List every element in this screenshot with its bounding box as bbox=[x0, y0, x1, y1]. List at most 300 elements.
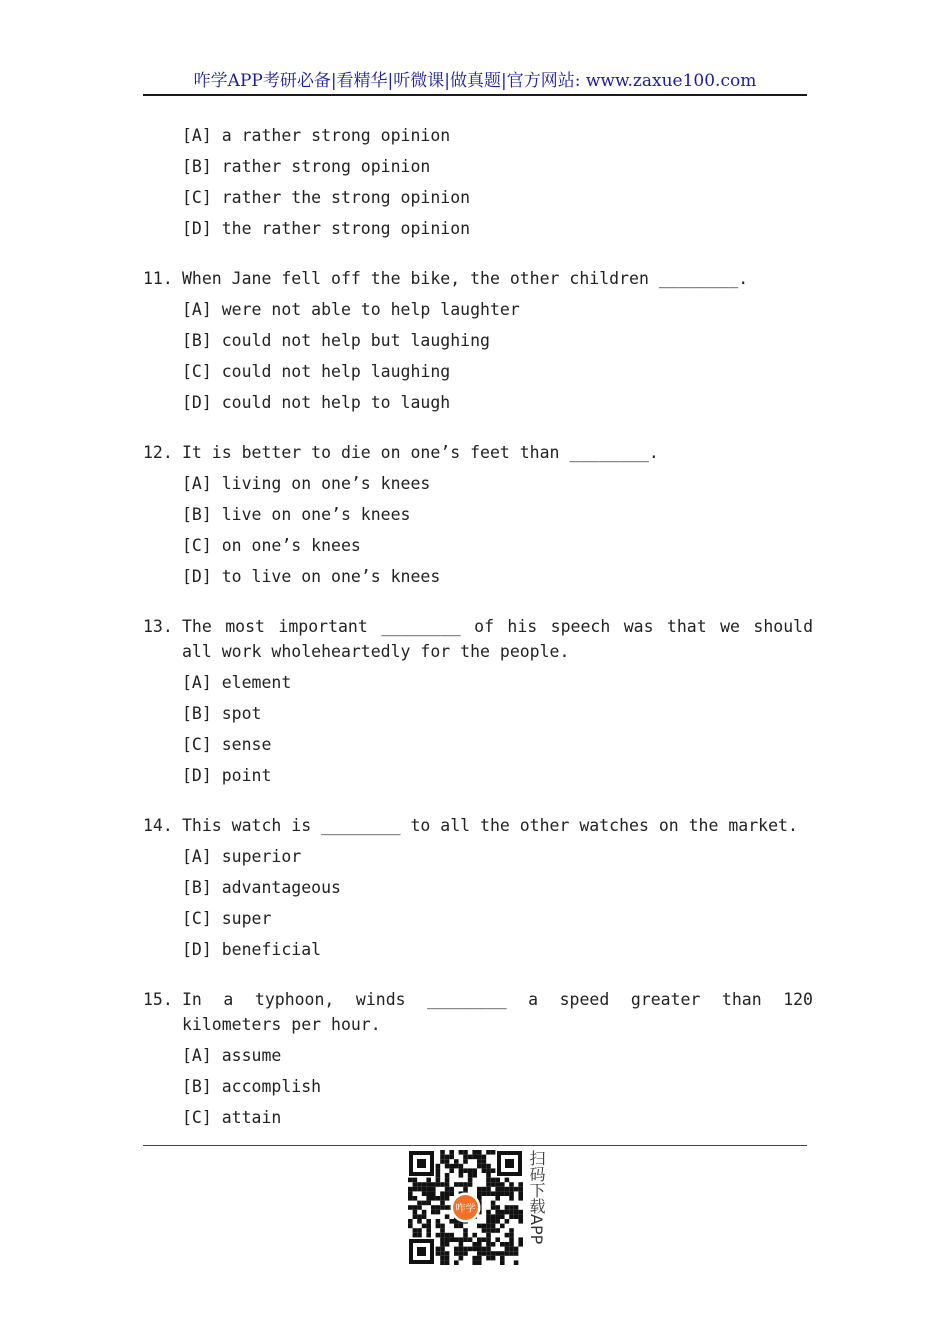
qr-module bbox=[472, 1260, 477, 1265]
qr-module bbox=[440, 1251, 445, 1256]
qr-module bbox=[468, 1247, 473, 1252]
qr-module bbox=[431, 1182, 436, 1187]
qr-module bbox=[408, 1187, 413, 1192]
qr-module bbox=[472, 1173, 477, 1178]
qr-module bbox=[518, 1182, 523, 1187]
qr-module bbox=[486, 1150, 491, 1155]
qr-module bbox=[436, 1210, 441, 1215]
qr-module bbox=[491, 1219, 496, 1224]
qr-module bbox=[509, 1214, 514, 1219]
qr-module bbox=[422, 1201, 427, 1206]
qr-module bbox=[468, 1155, 473, 1160]
qr-module bbox=[445, 1237, 450, 1242]
qr-module bbox=[445, 1233, 450, 1238]
qr-module bbox=[482, 1237, 487, 1242]
qr-module bbox=[491, 1168, 496, 1173]
qr-module bbox=[445, 1159, 450, 1164]
qr-module bbox=[408, 1219, 413, 1224]
qr-module bbox=[477, 1164, 482, 1169]
qr-module bbox=[482, 1247, 487, 1252]
qr-module bbox=[518, 1242, 523, 1247]
qr-module bbox=[486, 1242, 491, 1247]
qr-module bbox=[509, 1228, 514, 1233]
option-10-a: [A] a rather strong opinion bbox=[182, 126, 451, 145]
qr-module bbox=[422, 1187, 427, 1192]
qr-module bbox=[459, 1164, 464, 1169]
qr-module bbox=[491, 1256, 496, 1261]
qr-module bbox=[491, 1251, 496, 1256]
qr-module bbox=[422, 1224, 427, 1229]
qr-module bbox=[408, 1191, 413, 1196]
qr-module bbox=[509, 1191, 514, 1196]
qr-module bbox=[417, 1214, 422, 1219]
qr-module bbox=[422, 1210, 427, 1215]
qr-module bbox=[408, 1224, 413, 1229]
qr-module bbox=[436, 1196, 441, 1201]
qr-module bbox=[518, 1196, 523, 1201]
qr-module bbox=[431, 1205, 436, 1210]
qr-module bbox=[505, 1251, 510, 1256]
qr-module bbox=[417, 1205, 422, 1210]
option-12-a: [A] living on one’s knees bbox=[182, 474, 431, 493]
qr-module bbox=[449, 1233, 454, 1238]
qr-module bbox=[505, 1242, 510, 1247]
qr-module bbox=[486, 1233, 491, 1238]
question-number: 13. bbox=[143, 617, 173, 636]
option-12-b: [B] live on one’s knees bbox=[182, 505, 411, 524]
question-stem: In a typhoon, winds ________ a speed greater than 120 kilometers per hour. bbox=[182, 990, 813, 1034]
qr-module bbox=[463, 1247, 468, 1252]
qr-module bbox=[518, 1214, 523, 1219]
qr-module bbox=[509, 1182, 514, 1187]
qr-module bbox=[440, 1155, 445, 1160]
qr-module bbox=[472, 1242, 477, 1247]
option-13-c: [C] sense bbox=[182, 735, 272, 754]
qr-module bbox=[482, 1187, 487, 1192]
qr-module bbox=[472, 1155, 477, 1160]
option-10-d: [D] the rather strong opinion bbox=[182, 219, 471, 238]
qr-module bbox=[486, 1210, 491, 1215]
qr-module bbox=[445, 1155, 450, 1160]
qr-module bbox=[482, 1228, 487, 1233]
question-stem: The most important ________ of his speech was that we should all work wholeheartedly for the people. bbox=[182, 617, 813, 661]
qr-module bbox=[477, 1251, 482, 1256]
question-number: 14. bbox=[143, 816, 173, 835]
page-header bbox=[143, 68, 807, 96]
qr-module bbox=[417, 1187, 422, 1192]
qr-module bbox=[500, 1224, 505, 1229]
qr-module bbox=[505, 1205, 510, 1210]
qr-module bbox=[463, 1159, 468, 1164]
qr-module bbox=[440, 1150, 445, 1155]
app-logo-text: 咋学 bbox=[455, 1203, 476, 1215]
qr-module bbox=[436, 1247, 441, 1252]
qr-module bbox=[413, 1196, 418, 1201]
qr-module bbox=[509, 1196, 514, 1201]
qr-module bbox=[426, 1182, 431, 1187]
qr-module bbox=[459, 1256, 464, 1261]
qr-module bbox=[436, 1233, 441, 1238]
qr-module bbox=[491, 1242, 496, 1247]
qr-module bbox=[436, 1219, 441, 1224]
footer-divider bbox=[143, 1145, 807, 1146]
qr-module bbox=[440, 1182, 445, 1187]
question-stem: It is better to die on one’s feet than ________. bbox=[182, 443, 659, 462]
qr-module bbox=[436, 1182, 441, 1187]
qr-module bbox=[440, 1201, 445, 1206]
qr-module bbox=[436, 1178, 441, 1183]
qr-module bbox=[445, 1256, 450, 1261]
qr-module bbox=[491, 1205, 496, 1210]
qr-module bbox=[413, 1233, 418, 1238]
qr-module bbox=[454, 1260, 459, 1265]
option-13-b: [B] spot bbox=[182, 704, 262, 723]
qr-module bbox=[436, 1168, 441, 1173]
qr-module bbox=[431, 1210, 436, 1215]
qr-module bbox=[449, 1187, 454, 1192]
qr-module bbox=[495, 1187, 500, 1192]
qr-module bbox=[482, 1159, 487, 1164]
qr-module bbox=[518, 1187, 523, 1192]
qr-module bbox=[454, 1251, 459, 1256]
qr-module bbox=[486, 1191, 491, 1196]
qr-module bbox=[486, 1247, 491, 1252]
qr-module bbox=[413, 1228, 418, 1233]
question-stem: When Jane fell off the bike, the other children ________. bbox=[182, 269, 749, 288]
qr-module bbox=[518, 1237, 523, 1242]
qr-module bbox=[472, 1233, 477, 1238]
qr-module bbox=[445, 1187, 450, 1192]
qr-module bbox=[445, 1178, 450, 1183]
qr-module bbox=[482, 1224, 487, 1229]
qr-module bbox=[417, 1219, 422, 1224]
qr-module bbox=[426, 1201, 431, 1206]
qr-module bbox=[486, 1224, 491, 1229]
qr-module bbox=[477, 1247, 482, 1252]
qr-module bbox=[486, 1182, 491, 1187]
qr-module bbox=[445, 1173, 450, 1178]
question-13 bbox=[143, 611, 813, 791]
option-10-b: [B] rather strong opinion bbox=[182, 157, 431, 176]
qr-module bbox=[500, 1242, 505, 1247]
qr-module bbox=[463, 1182, 468, 1187]
qr-module bbox=[468, 1237, 473, 1242]
qr-module bbox=[445, 1164, 450, 1169]
qr-module bbox=[505, 1247, 510, 1252]
qr-module bbox=[463, 1150, 468, 1155]
qr-module bbox=[486, 1187, 491, 1192]
qr-module bbox=[472, 1150, 477, 1155]
question-15 bbox=[143, 984, 813, 1133]
qr-module bbox=[426, 1196, 431, 1201]
qr-module bbox=[449, 1237, 454, 1242]
qr-module bbox=[495, 1228, 500, 1233]
qr-module bbox=[491, 1201, 496, 1206]
qr-module bbox=[495, 1214, 500, 1219]
qr-module bbox=[468, 1173, 473, 1178]
qr-module bbox=[495, 1251, 500, 1256]
option-11-b: [B] could not help but laughing bbox=[182, 331, 490, 350]
qr-module bbox=[426, 1219, 431, 1224]
qr-module bbox=[422, 1214, 427, 1219]
qr-module bbox=[454, 1182, 459, 1187]
option-14-a: [A] superior bbox=[182, 847, 302, 866]
qr-module bbox=[500, 1260, 505, 1265]
qr-module bbox=[491, 1191, 496, 1196]
qr-module bbox=[495, 1191, 500, 1196]
qr-module bbox=[491, 1228, 496, 1233]
qr-module bbox=[509, 1247, 514, 1252]
qr-module bbox=[491, 1214, 496, 1219]
qr-module bbox=[486, 1173, 491, 1178]
qr-module bbox=[505, 1178, 510, 1183]
qr-module bbox=[486, 1228, 491, 1233]
question-12 bbox=[143, 437, 813, 592]
qr-module bbox=[426, 1228, 431, 1233]
question-content bbox=[143, 120, 813, 1133]
qr-module bbox=[486, 1251, 491, 1256]
qr-module bbox=[477, 1224, 482, 1229]
qr-module bbox=[454, 1159, 459, 1164]
qr-module bbox=[495, 1182, 500, 1187]
qr-module bbox=[486, 1219, 491, 1224]
qr-module bbox=[440, 1205, 445, 1210]
option-11-a: [A] were not able to help laughter bbox=[182, 300, 520, 319]
question-number: 15. bbox=[143, 990, 173, 1009]
qr-module bbox=[495, 1237, 500, 1242]
question-14 bbox=[143, 810, 813, 965]
question-number: 11. bbox=[143, 269, 173, 288]
qr-module bbox=[477, 1155, 482, 1160]
qr-module bbox=[477, 1237, 482, 1242]
qr-module bbox=[436, 1164, 441, 1169]
qr-module bbox=[445, 1251, 450, 1256]
qr-module bbox=[431, 1196, 436, 1201]
option-12-d: [D] to live on one’s knees bbox=[182, 567, 441, 586]
qr-module bbox=[468, 1178, 473, 1183]
qr-module bbox=[445, 1214, 450, 1219]
qr-module bbox=[518, 1191, 523, 1196]
qr-module bbox=[509, 1237, 514, 1242]
qr-module bbox=[477, 1256, 482, 1261]
qr-module bbox=[509, 1233, 514, 1238]
qr-module bbox=[454, 1224, 459, 1229]
qr-module bbox=[449, 1168, 454, 1173]
qr-module bbox=[491, 1224, 496, 1229]
scan-download-label: 扫码下载APP bbox=[527, 1150, 546, 1245]
qr-module bbox=[417, 1228, 422, 1233]
qr-module bbox=[413, 1210, 418, 1215]
qr-module bbox=[463, 1155, 468, 1160]
qr-module bbox=[436, 1251, 441, 1256]
qr-module bbox=[514, 1251, 519, 1256]
qr-module bbox=[436, 1205, 441, 1210]
qr-module bbox=[454, 1247, 459, 1252]
qr-module bbox=[445, 1191, 450, 1196]
qr-module bbox=[486, 1164, 491, 1169]
qr-module bbox=[459, 1173, 464, 1178]
qr-module bbox=[500, 1182, 505, 1187]
qr-module bbox=[413, 1182, 418, 1187]
qr-module bbox=[482, 1251, 487, 1256]
qr-module bbox=[445, 1260, 450, 1265]
qr-module bbox=[440, 1224, 445, 1229]
qr-module bbox=[436, 1224, 441, 1229]
qr-module bbox=[454, 1237, 459, 1242]
qr-module bbox=[449, 1164, 454, 1169]
qr-module bbox=[445, 1205, 450, 1210]
qr-module bbox=[440, 1247, 445, 1252]
qr-module bbox=[413, 1205, 418, 1210]
qr-module bbox=[445, 1182, 450, 1187]
qr-module bbox=[463, 1187, 468, 1192]
qr-module bbox=[440, 1237, 445, 1242]
qr-module bbox=[509, 1242, 514, 1247]
qr-module bbox=[482, 1168, 487, 1173]
option-14-b: [B] advantageous bbox=[182, 878, 341, 897]
qr-module bbox=[440, 1260, 445, 1265]
qr-module bbox=[459, 1224, 464, 1229]
qr-module bbox=[477, 1150, 482, 1155]
qr-code-icon[interactable] bbox=[408, 1150, 523, 1265]
qr-module bbox=[491, 1150, 496, 1155]
qr-module bbox=[408, 1196, 413, 1201]
qr-module bbox=[413, 1187, 418, 1192]
qr-module bbox=[472, 1168, 477, 1173]
qr-module bbox=[449, 1219, 454, 1224]
qr-module bbox=[495, 1210, 500, 1215]
option-14-c: [C] super bbox=[182, 909, 272, 928]
option-15-b: [B] accomplish bbox=[182, 1077, 322, 1096]
qr-module bbox=[477, 1191, 482, 1196]
qr-module bbox=[413, 1214, 418, 1219]
qr-module bbox=[500, 1214, 505, 1219]
qr-module bbox=[505, 1219, 510, 1224]
qr-module bbox=[505, 1233, 510, 1238]
qr-module bbox=[495, 1178, 500, 1183]
qr-module bbox=[509, 1251, 514, 1256]
qr-module bbox=[459, 1182, 464, 1187]
qr-module bbox=[514, 1210, 519, 1215]
option-13-d: [D] point bbox=[182, 766, 272, 785]
option-11-d: [D] could not help to laugh bbox=[182, 393, 451, 412]
option-10-c: [C] rather the strong opinion bbox=[182, 188, 471, 207]
qr-module bbox=[486, 1178, 491, 1183]
question-stem: This watch is ________ to all the other watches on the market. bbox=[182, 816, 798, 835]
qr-module bbox=[472, 1247, 477, 1252]
qr-module bbox=[440, 1159, 445, 1164]
qr-module bbox=[459, 1242, 464, 1247]
qr-module bbox=[509, 1210, 514, 1215]
qr-module bbox=[491, 1182, 496, 1187]
qr-module bbox=[431, 1187, 436, 1192]
qr-module bbox=[440, 1242, 445, 1247]
qr-module bbox=[426, 1191, 431, 1196]
option-14-d: [D] beneficial bbox=[182, 940, 322, 959]
qr-module bbox=[463, 1233, 468, 1238]
qr-module bbox=[514, 1260, 519, 1265]
option-13-a: [A] element bbox=[182, 673, 292, 692]
qr-module bbox=[495, 1219, 500, 1224]
qr-module bbox=[500, 1187, 505, 1192]
qr-module bbox=[486, 1256, 491, 1261]
qr-module bbox=[440, 1228, 445, 1233]
qr-module bbox=[440, 1196, 445, 1201]
qr-module bbox=[491, 1178, 496, 1183]
qr-module bbox=[514, 1247, 519, 1252]
qr-module bbox=[449, 1150, 454, 1155]
qr-module bbox=[426, 1224, 431, 1229]
question-11 bbox=[143, 263, 813, 418]
qr-module bbox=[436, 1173, 441, 1178]
qr-module bbox=[477, 1187, 482, 1192]
qr-module bbox=[514, 1187, 519, 1192]
qr-module bbox=[449, 1191, 454, 1196]
qr-module bbox=[445, 1242, 450, 1247]
option-12-c: [C] on one’s knees bbox=[182, 536, 361, 555]
qr-module bbox=[482, 1191, 487, 1196]
qr-module bbox=[486, 1214, 491, 1219]
qr-module bbox=[408, 1178, 413, 1183]
qr-module bbox=[459, 1247, 464, 1252]
header-text: 咋学APP考研必备|看精华|听微课|做真题|官方网站: www.zaxue100.com bbox=[193, 71, 757, 91]
qr-module bbox=[477, 1159, 482, 1164]
qr-module bbox=[426, 1233, 431, 1238]
qr-module bbox=[482, 1155, 487, 1160]
qr-module bbox=[454, 1164, 459, 1169]
qr-module bbox=[477, 1242, 482, 1247]
qr-module bbox=[518, 1219, 523, 1224]
qr-module bbox=[422, 1191, 427, 1196]
qr-module bbox=[417, 1233, 422, 1238]
qr-module bbox=[463, 1251, 468, 1256]
qr-module bbox=[408, 1205, 413, 1210]
qr-module bbox=[505, 1191, 510, 1196]
qr-module bbox=[445, 1196, 450, 1201]
option-11-c: [C] could not help laughing bbox=[182, 362, 451, 381]
qr-module bbox=[486, 1168, 491, 1173]
qr-module bbox=[482, 1164, 487, 1169]
qr-module bbox=[431, 1191, 436, 1196]
qr-module bbox=[518, 1210, 523, 1215]
qr-module bbox=[417, 1182, 422, 1187]
qr-module bbox=[500, 1191, 505, 1196]
qr-module bbox=[500, 1251, 505, 1256]
qr-module bbox=[413, 1178, 418, 1183]
qr-module bbox=[459, 1237, 464, 1242]
qr-module bbox=[505, 1210, 510, 1215]
qr-module bbox=[509, 1205, 514, 1210]
qr-module bbox=[459, 1168, 464, 1173]
qr-module bbox=[468, 1182, 473, 1187]
qr-module bbox=[500, 1210, 505, 1215]
qr-module bbox=[514, 1205, 519, 1210]
qr-module bbox=[505, 1187, 510, 1192]
qr-module bbox=[440, 1256, 445, 1261]
qr-module bbox=[426, 1178, 431, 1183]
qr-module bbox=[459, 1150, 464, 1155]
qr-module bbox=[477, 1260, 482, 1265]
qr-module bbox=[459, 1251, 464, 1256]
qr-module bbox=[422, 1182, 427, 1187]
option-15-a: [A] assume bbox=[182, 1046, 282, 1065]
qr-module bbox=[514, 1214, 519, 1219]
q10-options bbox=[143, 120, 813, 244]
qr-module bbox=[463, 1237, 468, 1242]
qr-module bbox=[495, 1196, 500, 1201]
qr-module bbox=[486, 1237, 491, 1242]
qr-module bbox=[426, 1187, 431, 1192]
